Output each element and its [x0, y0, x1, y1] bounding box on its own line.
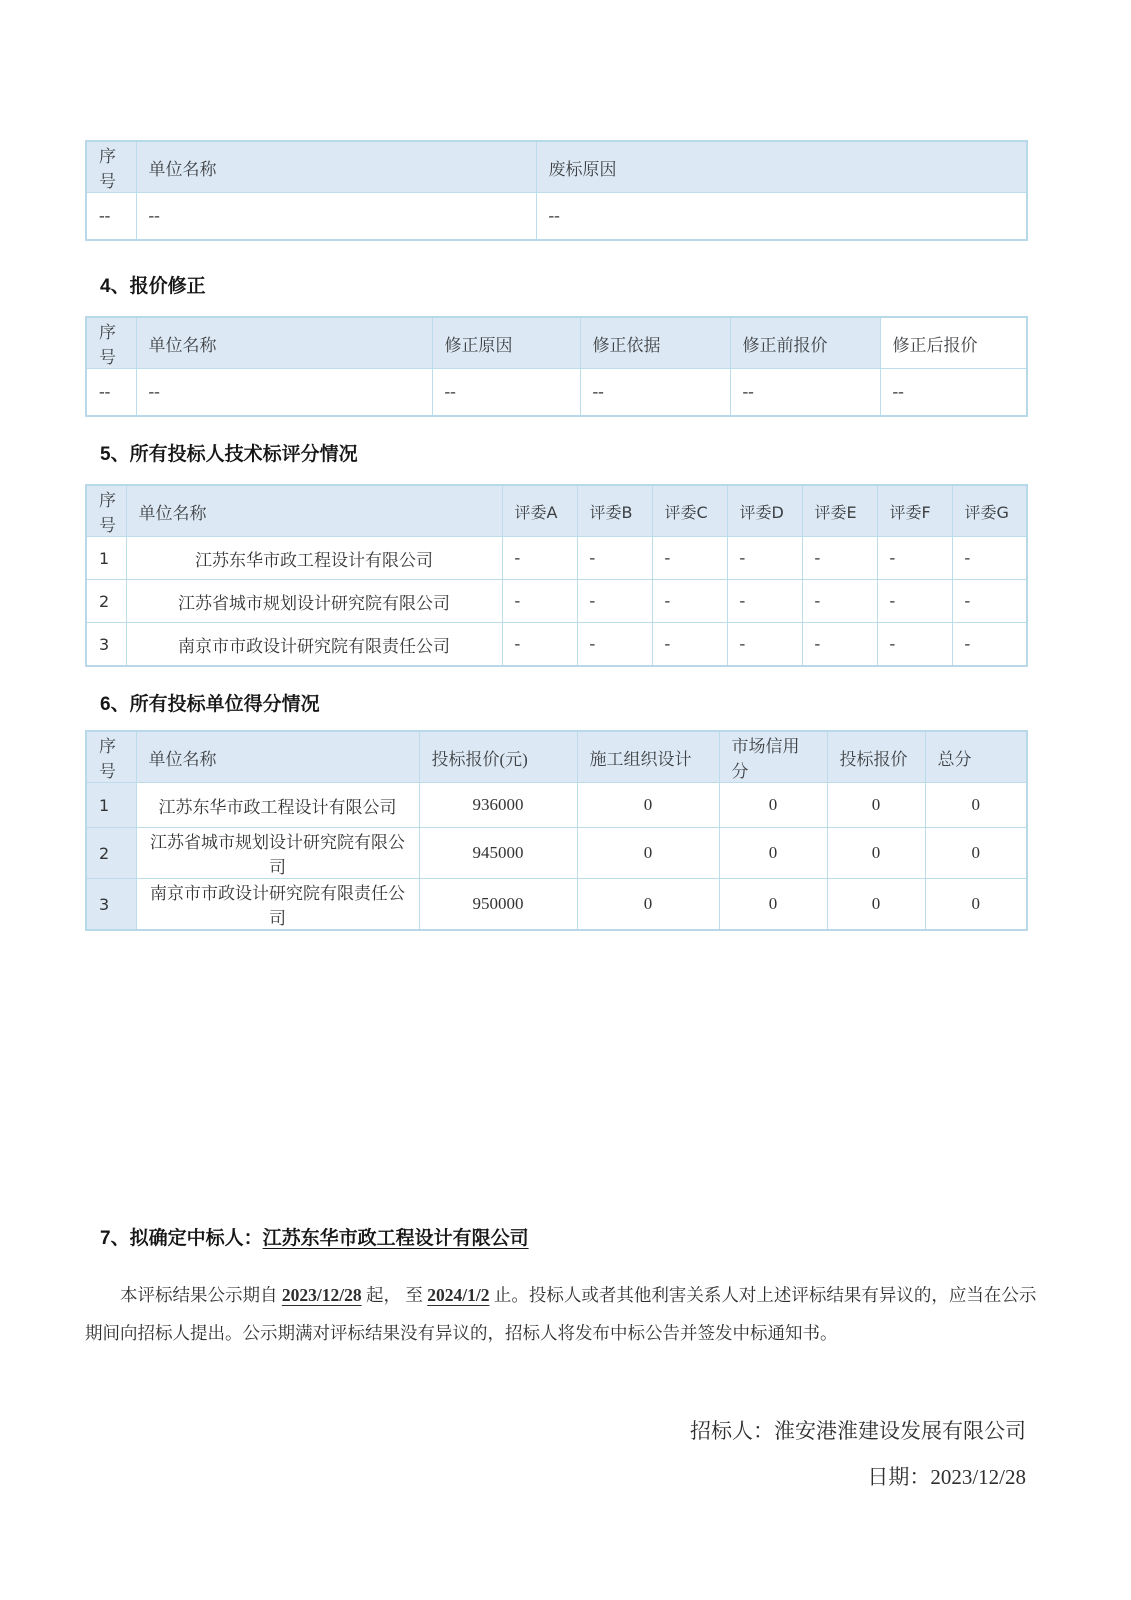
- column-header: 序号: [86, 485, 126, 537]
- table-row: [86, 193, 1027, 241]
- table-cell: 0: [577, 879, 719, 931]
- notice-text-3: 止。投标人或者其他利害关系人对上述评标结果有异议的，应当在公示期间向招标人提出。公示期满对评标结果没有异议的，招标人将发布中标公告并签发中标通知书。: [85, 1285, 1037, 1343]
- column-header: 单位名称: [136, 317, 432, 369]
- table-cell: 0: [827, 879, 925, 931]
- table-cell: 945000: [419, 828, 577, 879]
- tenderer-line: 招标人：淮安港淮建设发展有限公司: [690, 1419, 1026, 1443]
- table-cell: 0: [577, 783, 719, 828]
- table-cell: -: [577, 537, 652, 580]
- section-title-winner: [100, 1223, 1026, 1250]
- table-cell: -: [652, 580, 727, 623]
- table-cell: 南京市市政设计研究院有限责任公司: [136, 879, 419, 931]
- column-header: 评委B: [577, 485, 652, 537]
- document-footer: [85, 1408, 1026, 1500]
- column-header: 序号: [86, 141, 136, 193]
- notice-text-2: 起， 至: [361, 1285, 428, 1305]
- table-cell: --: [86, 369, 136, 417]
- table-cell: -: [577, 580, 652, 623]
- price-correction-table: [85, 316, 1028, 417]
- table-cell: -: [952, 623, 1027, 667]
- column-header: 单位名称: [126, 485, 502, 537]
- table-cell: 0: [719, 828, 827, 879]
- table-cell: -: [727, 537, 802, 580]
- table-cell: -: [577, 623, 652, 667]
- column-header: 序号: [86, 317, 136, 369]
- table-cell: 936000: [419, 783, 577, 828]
- table-cell: 3: [86, 623, 126, 667]
- table-cell: 江苏省城市规划设计研究院有限公司: [136, 828, 419, 879]
- table-cell: 3: [86, 879, 136, 931]
- table-cell: --: [86, 193, 136, 241]
- table-row: [86, 783, 1027, 828]
- table-cell: 0: [719, 879, 827, 931]
- table-row: [86, 879, 1027, 931]
- column-header: 评委C: [652, 485, 727, 537]
- table-cell: -: [652, 623, 727, 667]
- section-title-total-scores: 6、所有投标单位得分情况: [100, 694, 320, 715]
- column-header: 序号: [86, 731, 136, 783]
- table-cell: -: [802, 580, 877, 623]
- table-cell: -: [502, 623, 577, 667]
- table-cell: 2: [86, 828, 136, 879]
- table-cell: 2: [86, 580, 126, 623]
- table-row: [86, 828, 1027, 879]
- table-cell: -: [952, 580, 1027, 623]
- table-cell: 0: [827, 783, 925, 828]
- column-header: 投标报价: [827, 731, 925, 783]
- section-title-tech-scores: 5、所有投标人技术标评分情况: [100, 444, 358, 465]
- publicity-start-date: 2023/12/28: [281, 1285, 362, 1305]
- table-cell: -: [877, 537, 952, 580]
- section-title-price-correction: 4、报价修正: [100, 276, 206, 297]
- table-cell: 0: [925, 828, 1027, 879]
- winner-company-name: 江苏东华市政工程设计有限公司: [262, 1228, 529, 1249]
- notice-text-1: 本评标结果公示期自: [120, 1285, 282, 1305]
- rejected-bids-table: [85, 140, 1028, 241]
- winner-label: 7、拟确定中标人：: [100, 1228, 263, 1249]
- table-cell: 江苏东华市政工程设计有限公司: [136, 783, 419, 828]
- table-cell: -: [877, 580, 952, 623]
- table-row: [86, 537, 1027, 580]
- table-cell: --: [432, 369, 580, 417]
- table-row: [86, 580, 1027, 623]
- table-cell: -: [802, 537, 877, 580]
- column-header: 修正原因: [432, 317, 580, 369]
- table-cell: --: [136, 369, 432, 417]
- header-row: [86, 731, 1027, 783]
- table-cell: 950000: [419, 879, 577, 931]
- table-cell: -: [502, 580, 577, 623]
- header-row: [86, 317, 1027, 369]
- column-header: 评委D: [727, 485, 802, 537]
- column-header: 评委F: [877, 485, 952, 537]
- column-header: 评委G: [952, 485, 1027, 537]
- column-header: 投标报价(元): [419, 731, 577, 783]
- header-row: [86, 485, 1027, 537]
- table-cell: 0: [577, 828, 719, 879]
- table-cell: --: [136, 193, 536, 241]
- table-cell: --: [536, 193, 1027, 241]
- column-header: 修正后报价: [880, 317, 1027, 369]
- publicity-end-date: 2024/1/2: [427, 1285, 490, 1305]
- table-row: [86, 369, 1027, 417]
- column-header: 评委A: [502, 485, 577, 537]
- table-cell: 0: [925, 879, 1027, 931]
- total-scores-table: [85, 730, 1028, 931]
- table-cell: 江苏东华市政工程设计有限公司: [126, 537, 502, 580]
- column-header: 市场信用分: [719, 731, 827, 783]
- table-cell: -: [727, 580, 802, 623]
- column-header: 施工组织设计: [577, 731, 719, 783]
- table-cell: --: [730, 369, 880, 417]
- table-cell: 0: [827, 828, 925, 879]
- table-cell: --: [880, 369, 1027, 417]
- table-cell: -: [502, 537, 577, 580]
- table-cell: -: [727, 623, 802, 667]
- table-cell: 江苏省城市规划设计研究院有限公司: [126, 580, 502, 623]
- table-cell: 0: [719, 783, 827, 828]
- column-header: 总分: [925, 731, 1027, 783]
- table-cell: -: [802, 623, 877, 667]
- tech-scores-table: [85, 484, 1028, 667]
- date-line: 日期：2023/12/28: [867, 1465, 1026, 1489]
- table-cell: 0: [925, 783, 1027, 828]
- column-header: 废标原因: [536, 141, 1027, 193]
- column-header: 评委E: [802, 485, 877, 537]
- column-header: 修正依据: [580, 317, 730, 369]
- table-cell: -: [652, 537, 727, 580]
- column-header: 单位名称: [136, 141, 536, 193]
- table-row: [86, 623, 1027, 667]
- table-cell: --: [580, 369, 730, 417]
- table-cell: 南京市市政设计研究院有限责任公司: [126, 623, 502, 667]
- table-cell: -: [952, 537, 1027, 580]
- column-header: 修正前报价: [730, 317, 880, 369]
- header-row: [86, 141, 1027, 193]
- table-cell: -: [877, 623, 952, 667]
- column-header: 单位名称: [136, 731, 419, 783]
- publicity-notice-paragraph: [85, 1276, 1047, 1352]
- table-cell: 1: [86, 783, 136, 828]
- table-cell: 1: [86, 537, 126, 580]
